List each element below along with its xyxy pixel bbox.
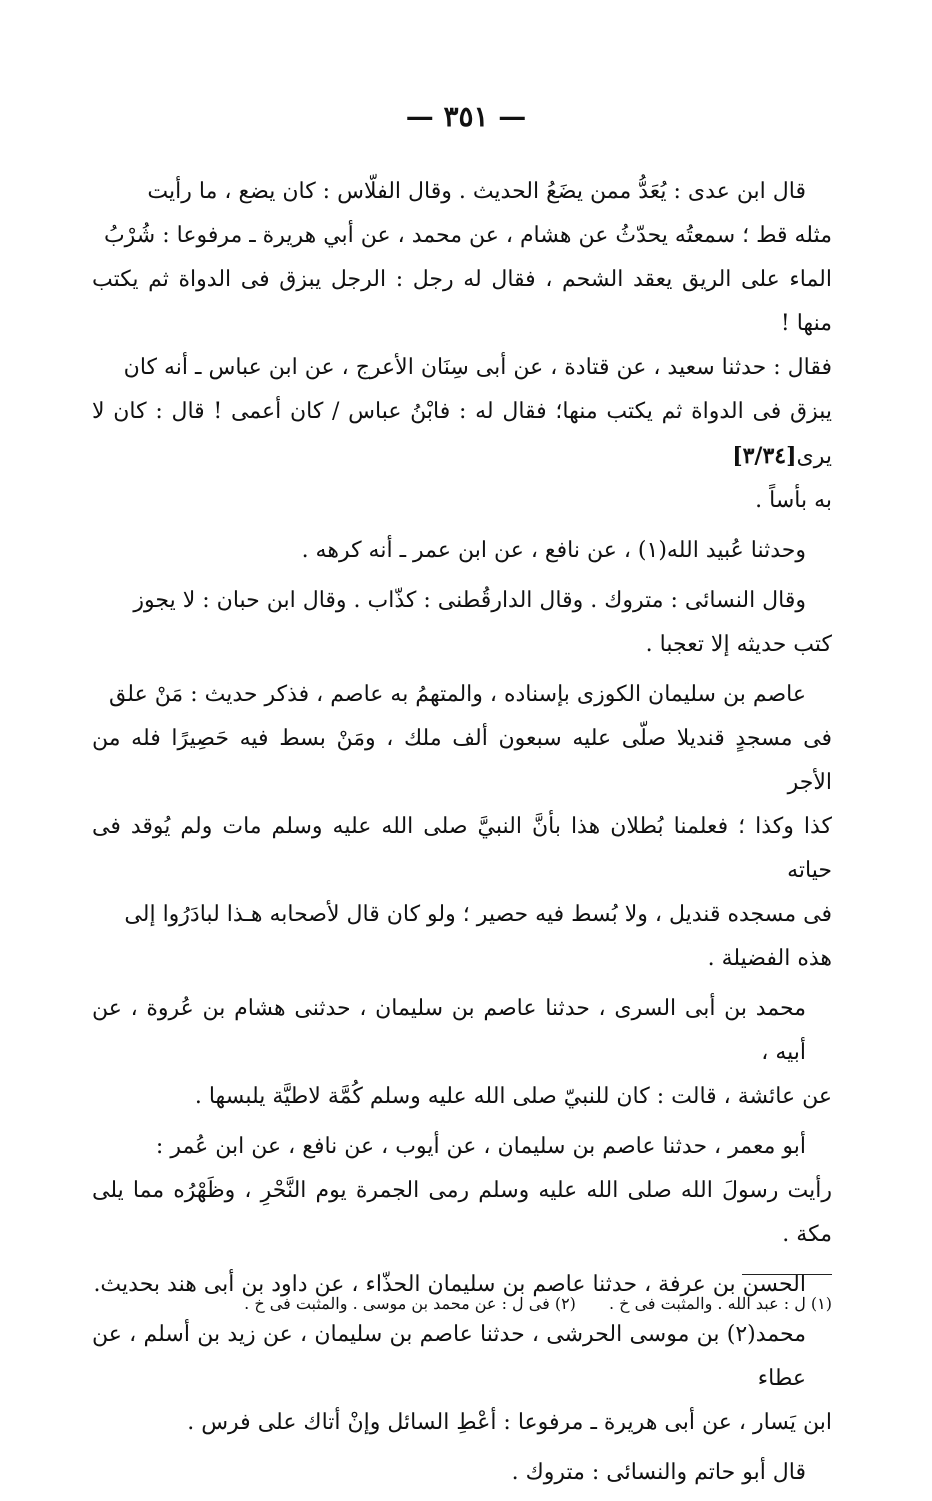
text-segment: يبزق فى الدواة ثم يكتب منها؛ فقال له : فابْنُ عباس / كان أعمى ! قال : كان لا يرى bbox=[92, 399, 832, 469]
text-line: مثله قط ؛ سمعتُه يحدّثُ عن هشام ، عن محمد ، عن أبي هريرة ـ مرفوعا : شُرْبُ bbox=[103, 223, 832, 248]
paragraph bbox=[92, 529, 832, 573]
paragraph bbox=[92, 579, 832, 667]
text-line: به بأساً . bbox=[755, 488, 832, 513]
text-line: وقال النسائى : متروك . وقال الدارقُطنى : كذّاب . وقال ابن حبان : لا يجوز bbox=[133, 588, 806, 613]
text-line: عاصم بن سليمان الكوزى بإسناده ، والمتهمُ به عاصم ، فذكر حديث : مَنْ علق bbox=[108, 682, 806, 707]
text-line: محمد(٢) بن موسى الحرشى ، حدثنا عاصم بن سليمان ، عن زيد بن أسلم ، عن عطاء bbox=[92, 1322, 806, 1391]
text-line: أبو معمر ، حدثنا عاصم بن سليمان ، عن أيوب ، عن نافع ، عن ابن عُمر : bbox=[155, 1134, 806, 1159]
paragraph bbox=[92, 1125, 832, 1257]
text-line: رأيت رسولَ الله صلى الله عليه وسلم رمى الجمرة يوم النَّحْرِ ، وظَهْرُه مما يلى مكة . bbox=[92, 1178, 832, 1247]
text-line: وحدثنا عُبيد الله(١) ، عن نافع ، عن ابن عمر ـ أنه كرهه . bbox=[301, 538, 806, 563]
text-line: فى مسجدٍ قنديلا صلّى عليه سبعون ألف ملك ، ومَنْ بسط فيه حَصِيرًا فله من الأجر bbox=[92, 726, 832, 795]
text-line: الماء على الريق يعقد الشحم ، فقال له رجل : الرجل يبزق فى الدواة ثم يكتب منها ! bbox=[92, 267, 832, 336]
marginal-reference: [٣/٣٤] bbox=[732, 443, 797, 469]
text-line: قال ابن عدى : يُعَدُّ ممن يضَعُ الحديث . وقال الفلّاس : كان يضع ، ما رأيت bbox=[147, 179, 806, 204]
paragraph bbox=[92, 1451, 832, 1495]
text-line: فقال : حدثنا سعيد ، عن قتادة ، عن أبى سِنَان الأعرج ، عن ابن عباس ـ أنه كان bbox=[123, 355, 832, 380]
page-number: — ٣٥١ — bbox=[405, 100, 527, 133]
footnote-divider bbox=[742, 1274, 832, 1275]
text-line: محمد بن أبى السرى ، حدثنا عاصم بن سليمان ، حدثنى هشام بن عُروة ، عن أبيه ، bbox=[92, 996, 806, 1065]
text-line: ابن يَسار ، عن أبى هريرة ـ مرفوعا : أعْطِ السائل وإنْ أتاك على فرس . bbox=[187, 1410, 832, 1435]
footnote: (٢) فى ل : عن محمد بن موسى . والمثبت فى خ . bbox=[244, 1294, 576, 1313]
paragraph bbox=[92, 987, 832, 1119]
text-line bbox=[92, 390, 832, 479]
text-line: الحسن بن عرفة ، حدثنا عاصم بن سليمان الحذّاء ، عن داود بن أبى هند بحديث. bbox=[93, 1272, 806, 1297]
paragraph bbox=[92, 673, 832, 981]
text-line: كذا وكذا ؛ فعلمنا بُطلان هذا بأنَّ النبيَّ صلى الله عليه وسلم مات ولم يُوقد فى حياته bbox=[92, 814, 832, 883]
text-line: هذه الفضيلة . bbox=[707, 946, 832, 971]
text-line: فى مسجده قنديل ، ولا بُسط فيه حصير ؛ ولو كان قال لأصحابه هـذا لبادَرُوا إلى bbox=[124, 902, 832, 927]
footnote: (١) ل : عبد الله . والمثبت فى خ . bbox=[609, 1294, 832, 1313]
text-line: عن عائشة ، قالت : كان للنبيّ صلى الله عليه وسلم كُمَّة لاطيَّة يلبسها . bbox=[194, 1084, 832, 1109]
text-line: كتب حديثه إلا تعجبا . bbox=[645, 632, 832, 657]
paragraph bbox=[92, 1313, 832, 1445]
footnotes bbox=[92, 1290, 832, 1318]
paragraph bbox=[92, 170, 832, 523]
text-line: قال أبو حاتم والنسائى : متروك . bbox=[511, 1460, 806, 1485]
